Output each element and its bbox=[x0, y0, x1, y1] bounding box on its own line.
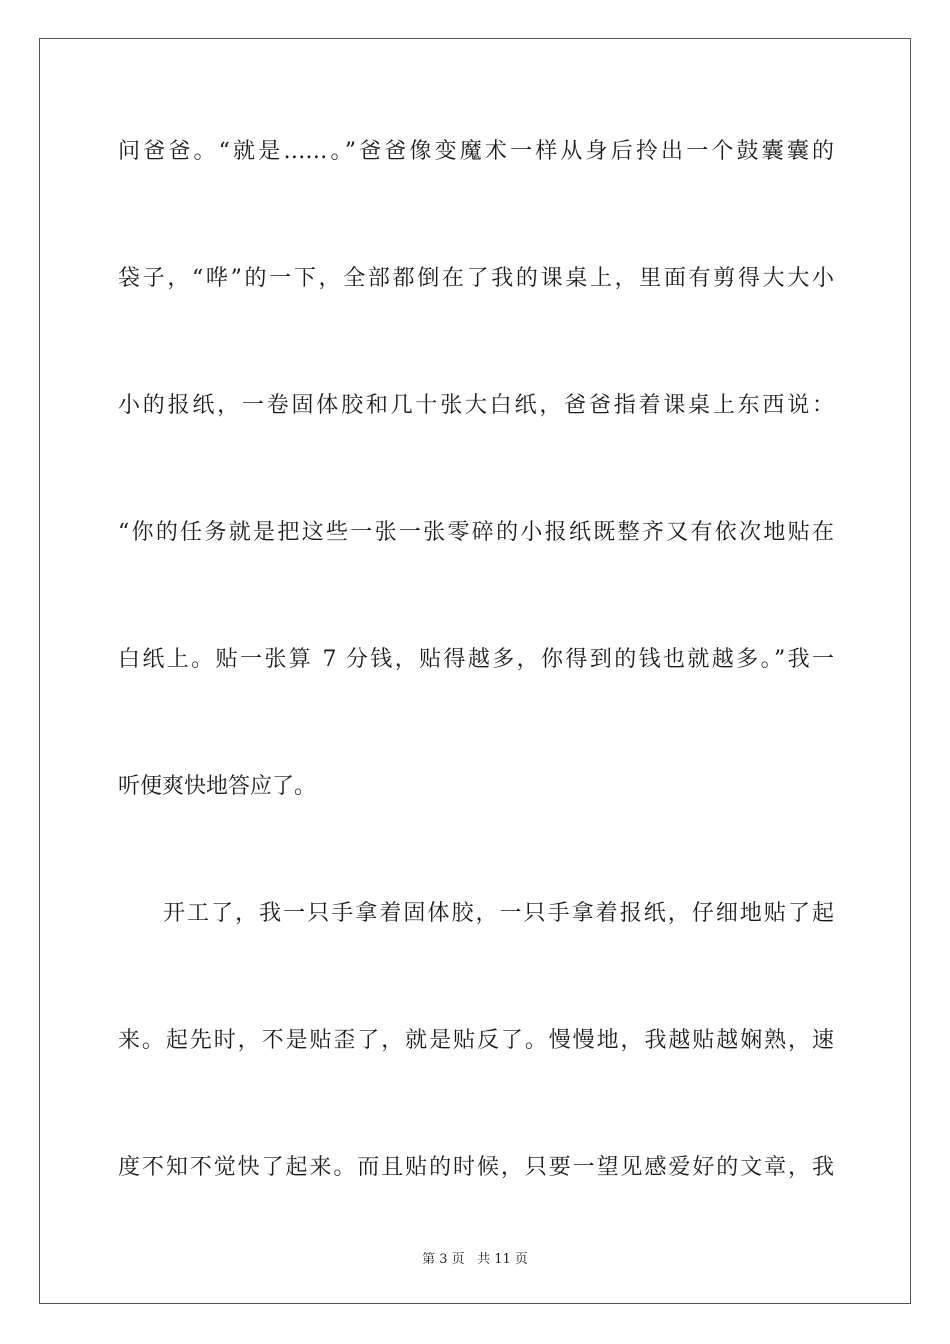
text-line-2: 袋子，“哗”的一下，全部都倒在了我的课桌上，里面有剪得大大小 bbox=[118, 266, 834, 291]
text-line-1: 问爸爸。“就是……。”爸爸像变魔术一样从身后拎出一个鼓囊囊的 bbox=[118, 139, 834, 164]
text-line-7: 开工了，我一只手拿着固体胶，一只手拿着报纸，仔细地贴了起 bbox=[163, 901, 834, 926]
text-line-8: 来。起先时，不是贴歪了，就是贴反了。慢慢地，我越贴越娴熟，速 bbox=[118, 1028, 834, 1053]
text-line-4: “你的任务就是把这些一张一张零碎的小报纸既整齐又有依次地贴在 bbox=[118, 520, 834, 545]
text-line-3: 小的报纸，一卷固体胶和几十张大白纸，爸爸指着课桌上东西说： bbox=[118, 393, 834, 418]
page-footer bbox=[0, 1248, 950, 1267]
text-line-5: 白纸上。贴一张算 7 分钱，贴得越多，你得到的钱也就越多。”我一 bbox=[118, 647, 834, 672]
page-total: 共 11 页 bbox=[477, 1252, 528, 1267]
page-number: 第 3 页 bbox=[422, 1252, 465, 1267]
text-line-6: 听便爽快地答应了。 bbox=[118, 774, 317, 799]
text-line-9: 度不知不觉快了起来。而且贴的时候，只要一望见感爱好的文章，我 bbox=[118, 1155, 834, 1180]
